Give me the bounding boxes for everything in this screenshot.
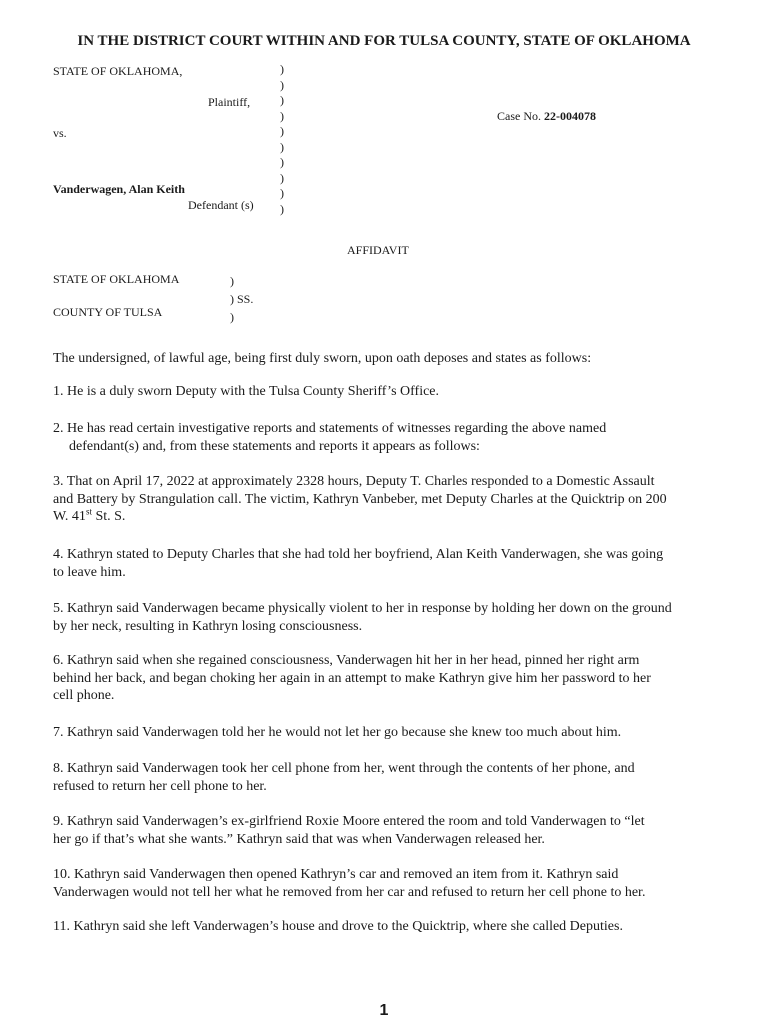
paragraph-1 — [53, 383, 673, 401]
paragraph-7 — [53, 724, 673, 742]
paragraph-6 — [53, 652, 673, 705]
intro-paragraph — [53, 350, 673, 368]
paren: ) — [280, 93, 284, 107]
paragraph-line: by her neck, resulting in Kathryn losing consciousness. — [53, 618, 363, 634]
paragraph-line: 9. Kathryn said Vanderwagen’s ex-girlfriend Roxie Moore entered the room and told Vanderwagen to “let — [53, 814, 645, 829]
paragraph-line: 10. Kathryn said Vanderwagen then opened Kathryn’s car and removed an item from it. Kathryn said — [53, 867, 619, 882]
paren: ) — [280, 62, 284, 76]
paragraph-line: cell phone. — [53, 688, 115, 703]
paragraph-line: her go if that’s what she wants.” Kathryn said that was when Vanderwagen released her. — [53, 831, 545, 847]
versus: vs. — [53, 126, 67, 140]
paragraph-9 — [53, 813, 673, 848]
paren: ) — [230, 274, 234, 288]
paragraph-8 — [53, 760, 673, 795]
paragraph-2 — [53, 420, 673, 455]
paragraph-line: 1. He is a duly sworn Deputy with the Tulsa County Sheriff’s Office. — [53, 384, 440, 399]
paragraph-line: to leave him. — [53, 564, 126, 580]
paragraph-line: defendant(s) and, from these statements and reports it appears as follows: — [69, 438, 480, 454]
paren: ) — [280, 170, 284, 185]
paragraph-line: 4. Kathryn stated to Deputy Charles that she had told her boyfriend, Alan Keith Vanderwagen, she was going — [53, 547, 664, 562]
affidavit-title: AFFIDAVIT — [347, 243, 409, 257]
paragraph-11 — [53, 918, 673, 936]
address-number: W. 41 — [53, 509, 86, 524]
paragraph-line — [53, 508, 673, 526]
paragraph-line: 6. Kathryn said when she regained consciousness, Vanderwagen hit her in her head, pinned her right arm — [53, 653, 640, 668]
paren: ) — [280, 201, 284, 216]
court-title: IN THE DISTRICT COURT WITHIN AND FOR TULSA COUNTY, STATE OF OKLAHOMA — [77, 33, 691, 49]
venue-ss: ) SS. — [230, 292, 254, 306]
paragraph-line: and Battery by Strangulation call. The victim, Kathryn Vanbeber, met Deputy Charles at the Quicktrip on 200 — [53, 491, 667, 507]
paragraph-4 — [53, 546, 673, 581]
paren: ) — [280, 124, 284, 138]
plaintiff-name: STATE OF OKLAHOMA, — [53, 64, 183, 78]
venue-county: COUNTY OF TULSA — [53, 305, 163, 319]
paragraph-line: 3. That on April 17, 2022 at approximately 2328 hours, Deputy T. Charles responded to a Domestic Assault — [53, 474, 655, 489]
defendant-label: Defendant (s) — [188, 198, 254, 212]
caption-parentheses — [280, 62, 284, 217]
case-no-value: 22-004078 — [544, 109, 596, 123]
venue-state: STATE OF OKLAHOMA — [53, 272, 180, 286]
paragraph-line: 11. Kathryn said she left Vanderwagen’s house and drove to the Quicktrip, where she called Deputies. — [53, 919, 623, 934]
paragraph-line: 8. Kathryn said Vanderwagen took her cell phone from her, went through the contents of her phone, and — [53, 761, 635, 776]
page-number: 1 — [379, 1002, 389, 1019]
plaintiff-label: Plaintiff, — [208, 95, 251, 109]
paragraph-line: 7. Kathryn said Vanderwagen told her he would not let her go because she knew too much about him. — [53, 725, 622, 740]
paragraph-line: 2. He has read certain investigative reports and statements of witnesses regarding the above named — [53, 421, 607, 436]
paren: ) — [280, 139, 284, 154]
address-street: St. S. — [91, 509, 126, 524]
paragraph-10 — [53, 866, 673, 901]
paragraph-line: Vanderwagen would not tell her what he removed from her car and refused to return her cell phone to her. — [53, 884, 646, 900]
paragraph-line: behind her back, and began choking her again in an attempt to make Kathryn give him her password to her — [53, 670, 651, 686]
paren: ) — [230, 310, 234, 324]
paren: ) — [280, 77, 284, 92]
paragraph-line: 5. Kathryn said Vanderwagen became physically violent to her in response by holding her down on the ground — [53, 601, 672, 616]
paren: ) — [280, 155, 284, 169]
case-number — [497, 109, 596, 124]
intro-text: The undersigned, of lawful age, being first duly sworn, upon oath deposes and states as follows: — [53, 351, 592, 366]
paragraph-5 — [53, 600, 673, 635]
venue-parentheses — [230, 272, 253, 326]
paragraph-3 — [53, 473, 673, 526]
paragraph-line: refused to return her cell phone to her. — [53, 778, 267, 794]
paren: ) — [280, 108, 284, 123]
ordinal-suffix: st — [85, 506, 92, 517]
defendant-name: Vanderwagen, Alan Keith — [53, 182, 185, 196]
paren: ) — [280, 186, 284, 200]
case-no-label: Case No. — [497, 109, 541, 123]
